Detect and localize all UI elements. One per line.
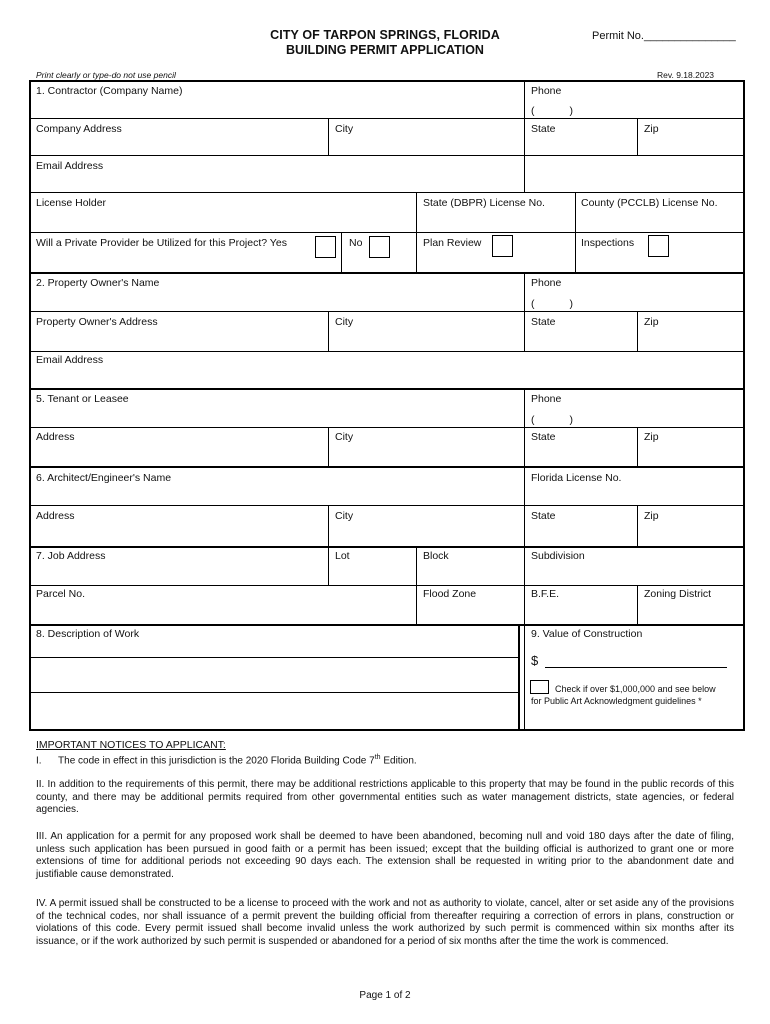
contractor-zip-label: Zip bbox=[644, 123, 659, 135]
architect-state-label: State bbox=[531, 510, 556, 522]
flood-zone-label: Flood Zone bbox=[423, 588, 477, 600]
contractor-phone-label: Phone bbox=[531, 85, 562, 97]
revision-date: Rev. 9.18.2023 bbox=[657, 70, 715, 80]
owner-state-label: State bbox=[531, 316, 556, 328]
value-of-construction-label: 9. Value of Construction bbox=[531, 628, 643, 640]
notice-3: III. An application for a permit for any proposed work shall be deemed to have been abandoned, becoming null and void 180 days after the date of filing, unless such application has been pursued in good faith or a permit has been issued; except that the building official is authorized to grant one or more extensions of time for additional periods not exceeding 90 days each. The extension shall be requested in writing prior to the abandonment date and justifiable cause demonstrated. bbox=[36, 831, 734, 880]
bfe-label: B.F.E. bbox=[531, 588, 560, 600]
job-lot-label: Lot bbox=[335, 550, 350, 562]
plan-review-checkbox[interactable] bbox=[492, 235, 513, 257]
job-subdivision-label: Subdivision bbox=[531, 550, 585, 562]
contractor-address-label: Company Address bbox=[36, 123, 122, 135]
state-license-label: State (DBPR) License No. bbox=[423, 197, 545, 209]
private-provider-question: Will a Private Provider be Utilized for this Project? Yes bbox=[36, 237, 287, 249]
architect-license-label: Florida License No. bbox=[531, 472, 622, 484]
tenant-address-label: Address bbox=[36, 431, 75, 443]
architect-address-label: Address bbox=[36, 510, 75, 522]
description-line-2[interactable] bbox=[30, 692, 518, 693]
page-number: Page 1 of 2 bbox=[359, 990, 411, 1001]
print-instruction: Print clearly or type-do not use pencil bbox=[36, 70, 176, 80]
over-million-checkbox[interactable] bbox=[530, 680, 549, 694]
architect-name-label: 6. Architect/Engineer's Name bbox=[36, 472, 172, 484]
notice-4: IV. A permit issued shall be constructed to be a license to proceed with the work and not as authority to violate, cancel, alter or set aside any of the provisions of the technical codes, nor shall issuance of a permit prevent the building official from thereafter requiring a correction of errors in plans, construction or violations of this code. Every permit issued shall become invalid unless the work authorized by such permit is commenced within six months after its issuance, or if the work authorized by such permit is suspended or abandoned for a period of six months after the time the work is commenced. bbox=[36, 898, 734, 947]
over-million-text-line1: Check if over $1,000,000 and see below bbox=[555, 684, 716, 694]
tenant-state-label: State bbox=[531, 431, 556, 443]
plan-review-label: Plan Review bbox=[423, 237, 482, 249]
job-block-label: Block bbox=[423, 550, 449, 562]
private-provider-no-checkbox[interactable] bbox=[369, 236, 390, 258]
owner-city-label: City bbox=[335, 316, 354, 328]
permit-number-field[interactable]: Permit No._______________ bbox=[592, 30, 736, 42]
dollar-sign: $ bbox=[531, 653, 539, 668]
form-title: CITY OF TARPON SPRINGS, FLORIDA bbox=[270, 28, 500, 42]
license-holder-label: License Holder bbox=[36, 197, 107, 209]
tenant-phone-label: Phone bbox=[531, 393, 562, 405]
tenant-city-label: City bbox=[335, 431, 354, 443]
contractor-state-label: State bbox=[531, 123, 556, 135]
county-license-label: County (PCCLB) License No. bbox=[581, 197, 718, 209]
architect-zip-label: Zip bbox=[644, 510, 659, 522]
over-million-text-line2: for Public Art Acknowledgment guidelines * bbox=[531, 696, 702, 706]
private-provider-no-label: No bbox=[349, 237, 363, 249]
architect-city-label: City bbox=[335, 510, 354, 522]
inspections-checkbox[interactable] bbox=[648, 235, 669, 257]
tenant-phone-area-code[interactable]: ( ) bbox=[531, 414, 573, 426]
owner-email-label: Email Address bbox=[36, 354, 104, 366]
form-subtitle: BUILDING PERMIT APPLICATION bbox=[286, 43, 484, 57]
owner-name-label: 2. Property Owner's Name bbox=[36, 277, 160, 289]
contractor-city-label: City bbox=[335, 123, 354, 135]
description-of-work-label: 8. Description of Work bbox=[36, 628, 140, 640]
contractor-phone-area-code[interactable]: ( ) bbox=[531, 105, 573, 117]
owner-zip-label: Zip bbox=[644, 316, 659, 328]
tenant-zip-label: Zip bbox=[644, 431, 659, 443]
private-provider-yes-checkbox[interactable] bbox=[315, 236, 336, 258]
contractor-company-name-label: 1. Contractor (Company Name) bbox=[36, 85, 183, 97]
inspections-label: Inspections bbox=[581, 237, 635, 249]
owner-phone-label: Phone bbox=[531, 277, 562, 289]
owner-phone-area-code[interactable]: ( ) bbox=[531, 298, 573, 310]
zoning-district-label: Zoning District bbox=[644, 588, 712, 600]
work-section bbox=[29, 624, 745, 731]
description-line-1[interactable] bbox=[30, 657, 518, 658]
notice-2: II. In addition to the requirements of this permit, there may be additional restrictions applicable to this property that may be found in the public records of this county, and there may be additional permits required from other governmental entities such as water management districts, state agencies, or federal agencies. bbox=[36, 779, 734, 815]
notices-heading: IMPORTANT NOTICES TO APPLICANT: bbox=[36, 739, 226, 751]
value-of-construction-input[interactable] bbox=[545, 667, 727, 668]
tenant-name-label: 5. Tenant or Leasee bbox=[36, 393, 129, 405]
contractor-email-label: Email Address bbox=[36, 160, 104, 172]
owner-address-label: Property Owner's Address bbox=[36, 316, 158, 328]
parcel-number-label: Parcel No. bbox=[36, 588, 86, 600]
job-address-label: 7. Job Address bbox=[36, 550, 106, 562]
notice-1: I. The code in effect in this jurisdiction is the 2020 Florida Building Code 7th Edition. bbox=[36, 754, 417, 767]
